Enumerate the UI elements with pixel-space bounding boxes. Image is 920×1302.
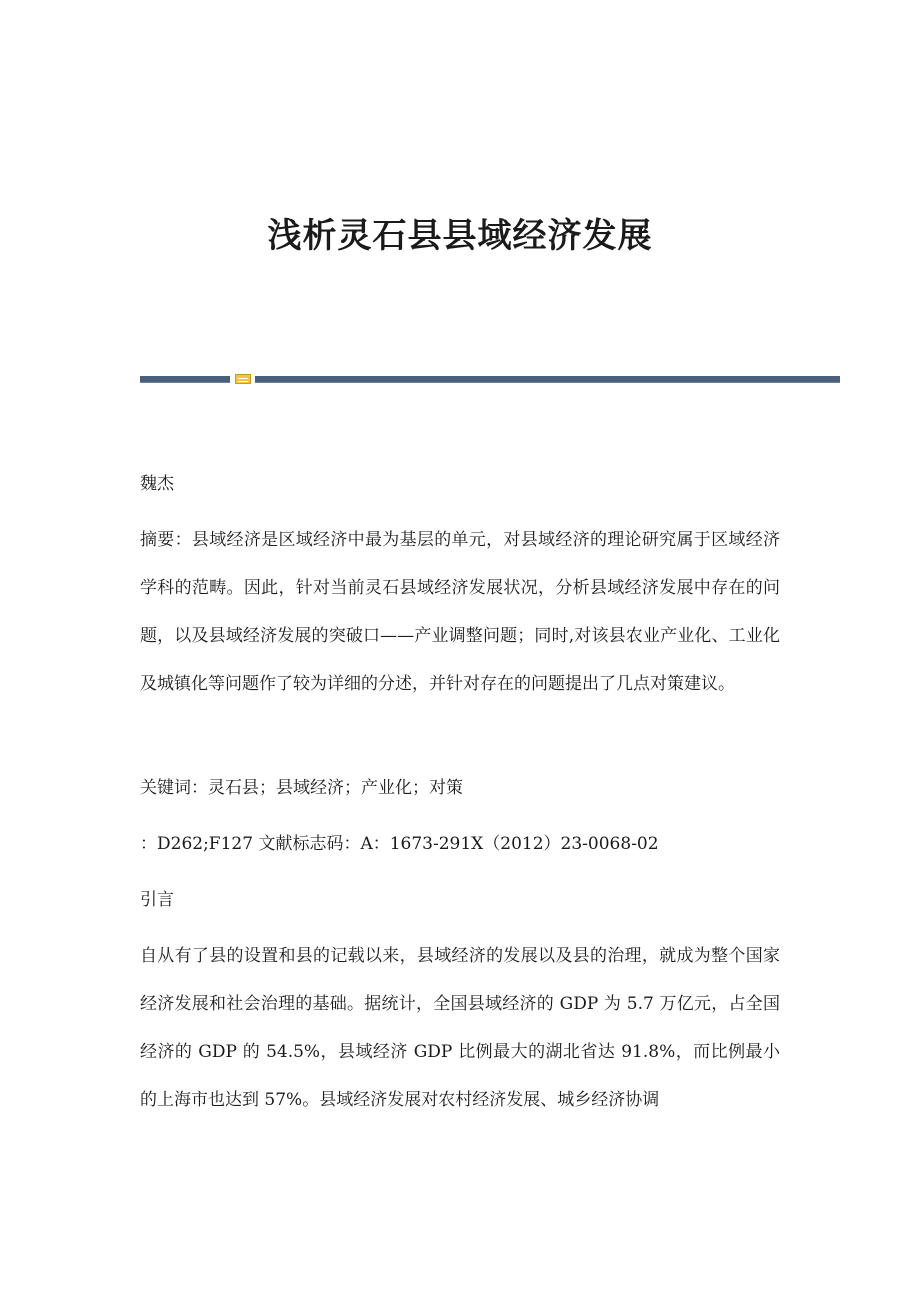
classification-line: ：D262;F127 文献标志码：A：1673-291X（2012）23-0068-02 <box>140 834 659 854</box>
intro-paragraph: 自从有了县的设置和县的记载以来，县域经济的发展以及县的治理，就成为整个国家经济发展和社会治理的基础。据统计，全国县域经济的 GDP 为 5.7 万亿元，占全国经济的 GDP 的 54.5%，县域经济 GDP 比例最大的湖北省达 91.8%，而比例最小的上海市也达到 57%。县域经济发展对农村经济发展、城乡经济协调 <box>140 946 780 1110</box>
intro-heading: 引言 <box>140 890 174 910</box>
divider-bar-right <box>255 376 840 383</box>
document-title: 浅析灵石县县域经济发展 <box>267 216 653 256</box>
keywords-line: 关键词：灵石县；县域经济；产业化；对策 <box>140 778 463 798</box>
divider-bar-left <box>140 376 230 383</box>
author-name: 魏杰 <box>140 474 174 494</box>
abstract-paragraph: 摘要：县域经济是区域经济中最为基层的单元，对县域经济的理论研究属于区域经济学科的范畴。因此，针对当前灵石县域经济发展状况，分析县域经济发展中存在的问题，以及县域经济发展的突破口——产业调整问题；同时,对该县农业产业化、工业化及城镇化等问题作了较为详细的分述，并针对存在的问题提出了几点对策建议。 <box>140 530 780 694</box>
divider-ornament-icon <box>235 374 251 384</box>
title-divider <box>140 374 840 384</box>
